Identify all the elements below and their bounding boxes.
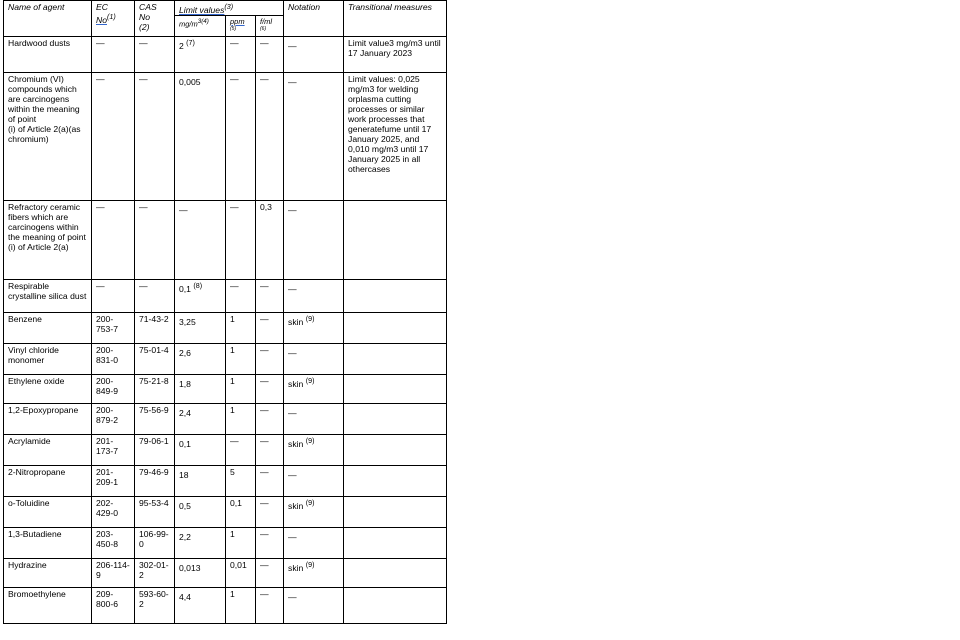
cas-number-cell: — xyxy=(135,36,175,72)
cas-number-cell: 75-21-8 xyxy=(135,374,175,403)
cas-number-cell: — xyxy=(135,279,175,312)
notation-cell: — xyxy=(284,465,344,496)
f-ml-value-cell: — xyxy=(256,72,284,200)
cas-number-cell: 593-60-2 xyxy=(135,587,175,623)
ec-number-cell: 201-173-7 xyxy=(92,434,135,465)
mg-m3-value-cell: 2 $^{(7)}$ xyxy=(175,36,226,72)
ec-number-cell: 209-800-6 xyxy=(92,587,135,623)
cas-number-cell: 79-46-9 xyxy=(135,465,175,496)
f-ml-value-cell: — xyxy=(256,36,284,72)
ppm-value-cell: — xyxy=(226,72,256,200)
ppm-value-cell: 1 xyxy=(226,403,256,434)
mg-m3-value-cell: 3,25 xyxy=(175,312,226,343)
notation-cell: — xyxy=(284,36,344,72)
header-mg-m3: $mg/m^{3(4)}$ xyxy=(175,15,226,36)
transitional-measures-cell xyxy=(344,496,447,527)
mg-m3-value-cell: 18 xyxy=(175,465,226,496)
ppm-value-cell: 1 xyxy=(226,527,256,558)
f-ml-value-cell: — xyxy=(256,587,284,623)
f-ml-value-cell: 0,3 xyxy=(256,200,284,279)
mg-m3-value-cell: 2,4 xyxy=(175,403,226,434)
notation-cell: — xyxy=(284,587,344,623)
mg-m3-value-cell: 0,013 xyxy=(175,558,226,587)
ec-number-cell: 200-753-7 xyxy=(92,312,135,343)
f-ml-value-cell: — xyxy=(256,496,284,527)
notation-cell: — xyxy=(284,72,344,200)
ec-number-cell: — xyxy=(92,36,135,72)
transitional-measures-cell xyxy=(344,343,447,374)
f-ml-value-cell: — xyxy=(256,279,284,312)
ec-number-cell: 200-849-9 xyxy=(92,374,135,403)
ec-number-cell: 200-879-2 xyxy=(92,403,135,434)
cas-number-cell: — xyxy=(135,72,175,200)
header-agent: Name of agent xyxy=(4,1,92,37)
ppm-value-cell: 0,1 xyxy=(226,496,256,527)
table-row xyxy=(4,343,447,374)
mg-m3-value-cell: 0,5 xyxy=(175,496,226,527)
transitional-measures-cell xyxy=(344,527,447,558)
mg-m3-value-cell: 0,1 xyxy=(175,434,226,465)
notation-cell: skin $^{(9)}$ xyxy=(284,312,344,343)
notation-cell: skin $^{(9)}$ xyxy=(284,496,344,527)
notation-cell: — xyxy=(284,343,344,374)
agent-name-cell: Refractory ceramic fibers which are carcinogens within the meaning of point (i) of Article 2(a) xyxy=(4,200,92,279)
f-ml-value-cell: — xyxy=(256,527,284,558)
transitional-measures-cell: Limit value3 mg/m3 until 17 January 2023 xyxy=(344,36,447,72)
table-row xyxy=(4,279,447,312)
table-row xyxy=(4,587,447,623)
table-body xyxy=(4,36,447,623)
cas-number-cell: 75-01-4 xyxy=(135,343,175,374)
header-f-ml: f/ml (6) xyxy=(256,15,284,36)
f-ml-value-cell: — xyxy=(256,558,284,587)
f-ml-value-cell: — xyxy=(256,403,284,434)
header-ec-no: EC No$^{(1)}$ xyxy=(92,1,135,37)
cas-number-cell: 302-01-2 xyxy=(135,558,175,587)
ppm-value-cell: 1 xyxy=(226,374,256,403)
ec-number-cell: 200-831-0 xyxy=(92,343,135,374)
ppm-value-cell: 5 xyxy=(226,465,256,496)
header-transitional: Transitional measures xyxy=(344,1,447,37)
ppm-value-cell: — xyxy=(226,279,256,312)
table-row xyxy=(4,527,447,558)
mg-m3-value-cell: 2,2 xyxy=(175,527,226,558)
mg-m3-value-cell: 4,4 xyxy=(175,587,226,623)
notation-cell: — xyxy=(284,403,344,434)
f-ml-value-cell: — xyxy=(256,374,284,403)
cas-number-cell: 106-99-0 xyxy=(135,527,175,558)
notation-cell: — xyxy=(284,279,344,312)
notation-cell: skin $^{(9)}$ xyxy=(284,374,344,403)
agent-name-cell: Respirable crystalline silica dust xyxy=(4,279,92,312)
transitional-measures-cell xyxy=(344,403,447,434)
transitional-measures-cell xyxy=(344,200,447,279)
ppm-value-cell: — xyxy=(226,36,256,72)
agent-name-cell: 2-Nitropropane xyxy=(4,465,92,496)
notation-cell: skin $^{(9)}$ xyxy=(284,558,344,587)
ec-number-cell: 206-114-9 xyxy=(92,558,135,587)
ec-number-cell: — xyxy=(92,200,135,279)
transitional-measures-cell: Limit values: 0,025 mg/m3 for welding orplasma cutting processes or similar work processes that generatefume until 17 January 2025, and 0,010 mg/m3 until 17 January 2025 in all othercases xyxy=(344,72,447,200)
agent-name-cell: Vinyl chloride monomer xyxy=(4,343,92,374)
ppm-value-cell: — xyxy=(226,200,256,279)
ppm-value-cell: 1 xyxy=(226,312,256,343)
mg-m3-value-cell: — xyxy=(175,200,226,279)
transitional-measures-cell xyxy=(344,279,447,312)
notation-cell: — xyxy=(284,527,344,558)
ppm-value-cell: 0,01 xyxy=(226,558,256,587)
ppm-value-cell: — xyxy=(226,434,256,465)
table-row xyxy=(4,465,447,496)
table-row xyxy=(4,374,447,403)
table-row xyxy=(4,434,447,465)
cas-number-cell: — xyxy=(135,200,175,279)
ec-number-cell: 203-450-8 xyxy=(92,527,135,558)
agent-name-cell: Benzene xyxy=(4,312,92,343)
transitional-measures-cell xyxy=(344,465,447,496)
transitional-measures-cell xyxy=(344,558,447,587)
cas-number-cell: 95-53-4 xyxy=(135,496,175,527)
transitional-measures-cell xyxy=(344,587,447,623)
agent-name-cell: Ethylene oxide xyxy=(4,374,92,403)
ppm-value-cell: 1 xyxy=(226,343,256,374)
ec-number-cell: — xyxy=(92,72,135,200)
f-ml-value-cell: — xyxy=(256,343,284,374)
agent-name-cell: o-Toluidine xyxy=(4,496,92,527)
table-row xyxy=(4,496,447,527)
transitional-measures-cell xyxy=(344,312,447,343)
agent-name-cell: Bromoethylene xyxy=(4,587,92,623)
transitional-measures-cell xyxy=(344,434,447,465)
ec-number-cell: 202-429-0 xyxy=(92,496,135,527)
f-ml-value-cell: — xyxy=(256,312,284,343)
header-notation: Notation xyxy=(284,1,344,37)
ppm-value-cell: 1 xyxy=(226,587,256,623)
agent-name-cell: 1,2-Epoxypropane xyxy=(4,403,92,434)
table-row xyxy=(4,312,447,343)
mg-m3-value-cell: 2,6 xyxy=(175,343,226,374)
agent-name-cell: Acrylamide xyxy=(4,434,92,465)
ec-number-cell: 201-209-1 xyxy=(92,465,135,496)
table-row xyxy=(4,200,447,279)
mg-m3-value-cell: 0,005 xyxy=(175,72,226,200)
header-cas-no: CAS No (2) xyxy=(135,1,175,37)
agent-name-cell: Hydrazine xyxy=(4,558,92,587)
table-row xyxy=(4,403,447,434)
cas-number-cell: 79-06-1 xyxy=(135,434,175,465)
notation-cell: skin $^{(9)}$ xyxy=(284,434,344,465)
agent-name-cell: Hardwood dusts xyxy=(4,36,92,72)
table-row xyxy=(4,558,447,587)
transitional-measures-cell xyxy=(344,374,447,403)
agent-name-cell: 1,3-Butadiene xyxy=(4,527,92,558)
agent-name-cell: Chromium (VI) compounds which are carcinogens within the meaning of point (i) of Article 2(a)(as chromium) xyxy=(4,72,92,200)
ec-number-cell: — xyxy=(92,279,135,312)
limit-values-table xyxy=(3,0,447,624)
f-ml-value-cell: — xyxy=(256,465,284,496)
cas-number-cell: 75-56-9 xyxy=(135,403,175,434)
notation-cell: — xyxy=(284,200,344,279)
mg-m3-value-cell: 1,8 xyxy=(175,374,226,403)
table-row xyxy=(4,36,447,72)
table-row xyxy=(4,72,447,200)
cas-number-cell: 71-43-2 xyxy=(135,312,175,343)
header-limit-values: Limit values$^{(3)}$ xyxy=(175,1,284,16)
f-ml-value-cell: — xyxy=(256,434,284,465)
header-ppm: ppm (5) xyxy=(226,15,256,36)
mg-m3-value-cell: 0,1 $^{(8)}$ xyxy=(175,279,226,312)
